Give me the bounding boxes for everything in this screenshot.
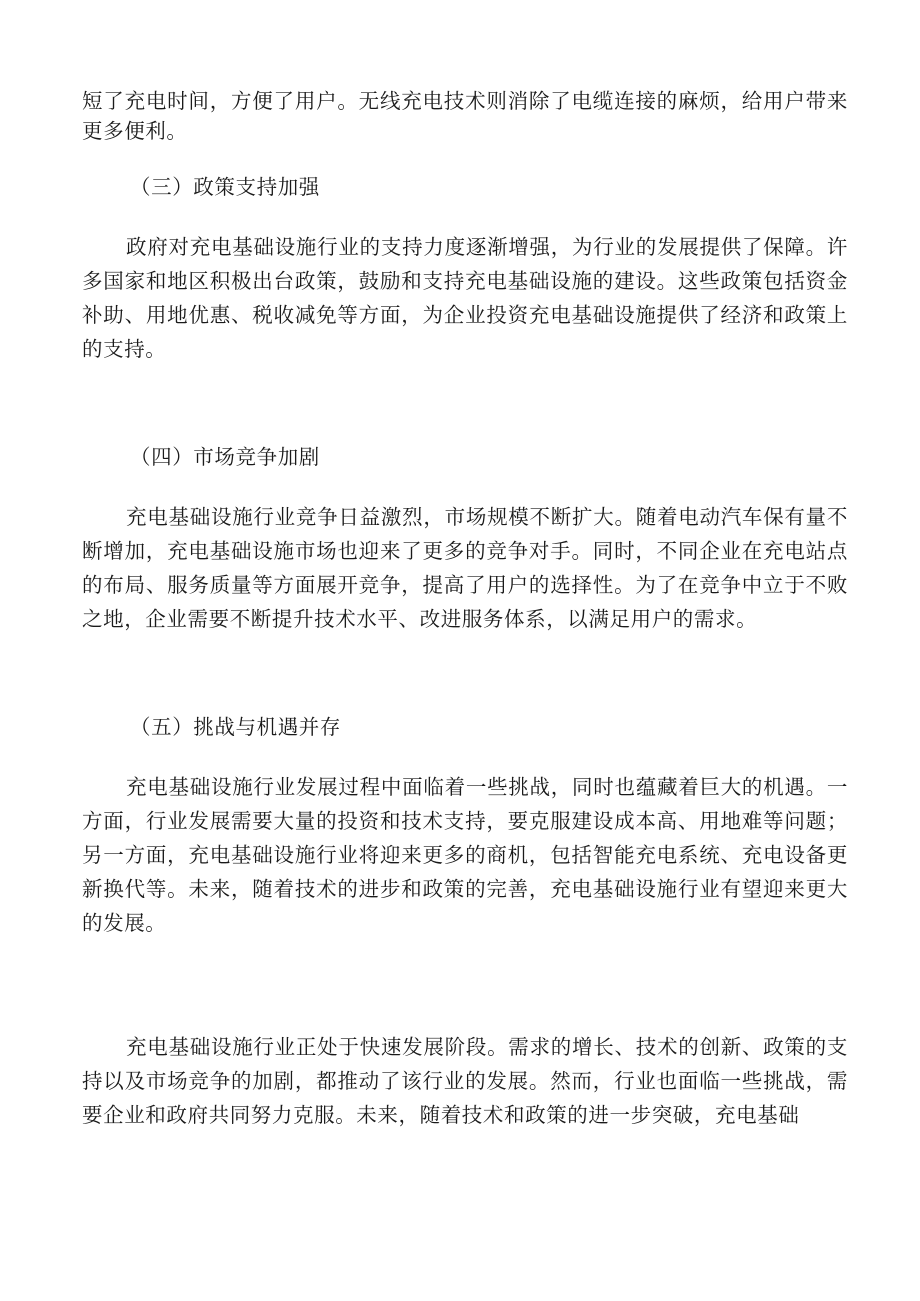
section-heading-policy-support: （三）政策支持加强 (130, 175, 320, 199)
paragraph-policy-support: 政府对充电基础设施行业的支持力度逐渐增强，为行业的发展提供了保障。许多国家和地区积极出台政策，鼓励和支持充电基础设施的建设。这些政策包括资金补助、用地优惠、税收减免等方面，为企业投资充电基础设施提供了经济和政策上的支持。 (82, 235, 848, 361)
paragraph-summary: 充电基础设施行业正处于快速发展阶段。需求的增长、技术的创新、政策的支持以及市场竞争的加剧，都推动了该行业的发展。然而，行业也面临一些挑战，需要企业和政府共同努力克服。未来，随着技术和政策的进一步突破，充电基础 (82, 1035, 848, 1127)
paragraph-challenges-opportunities: 充电基础设施行业发展过程中面临着一些挑战，同时也蕴藏着巨大的机遇。一方面，行业发展需要大量的投资和技术支持，要克服建设成本高、用地难等问题；另一方面，充电基础设施行业将迎来更多的商机，包括智能充电系统、充电设备更新换代等。未来，随着技术的进步和政策的完善，充电基础设施行业有望迎来更大的发展。 (82, 775, 848, 935)
section-heading-challenges-opportunities: （五）挑战与机遇并存 (130, 715, 341, 739)
paragraph-continuation: 短了充电时间，方便了用户。无线充电技术则消除了电缆连接的麻烦，给用户带来更多便利。 (82, 89, 848, 143)
section-heading-market-competition: （四）市场竞争加剧 (130, 445, 320, 469)
paragraph-market-competition: 充电基础设施行业竞争日益激烈，市场规模不断扩大。随着电动汽车保有量不断增加，充电基础设施市场也迎来了更多的竞争对手。同时，不同企业在充电站点的布局、服务质量等方面展开竞争，提高了用户的选择性。为了在竞争中立于不败之地，企业需要不断提升技术水平、改进服务体系，以满足用户的需求。 (82, 505, 848, 631)
